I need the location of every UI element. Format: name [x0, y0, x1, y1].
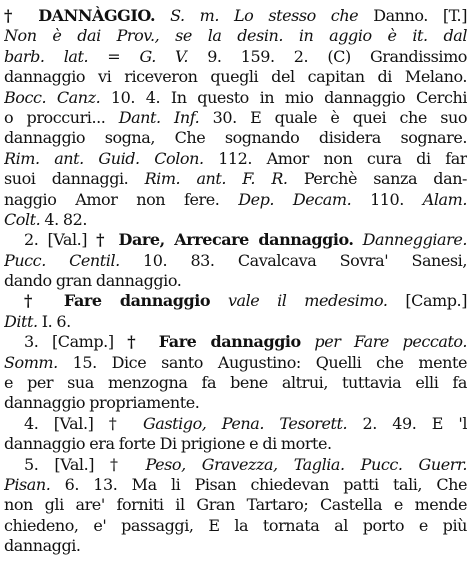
entry-text: e per sua menzogna fa bene altrui, tuttavia elli fa	[4, 373, 467, 393]
entry-line	[4, 6, 467, 26]
entry-text: 5. [Val.] †	[24, 454, 146, 474]
italic-text: Pucc. Centil.	[4, 250, 120, 270]
entry-line	[4, 414, 467, 434]
entry-line	[4, 434, 467, 454]
italic-text: vale il medesimo.	[210, 291, 388, 311]
entry-line	[4, 230, 467, 250]
entry-text: dannaggio propriamente.	[4, 393, 200, 413]
entry-text: dannaggio vi riceveron quegli del capitan di Melano.	[4, 67, 467, 87]
entry-line	[4, 271, 467, 291]
italic-text: Gastigo, Pena. Tesorett.	[142, 413, 348, 433]
entry-line	[4, 149, 467, 169]
entry-text: 6. 13. Ma li Pisan chiedevan patti tali, Che	[50, 474, 467, 494]
entry-line	[4, 373, 467, 393]
italic-text: Dep. Decam.	[238, 189, 352, 209]
entry-text: 4. [Val.] †	[24, 413, 143, 433]
entry-text: dannaggi.	[4, 536, 81, 556]
entry-text: dando gran dannaggio.	[4, 271, 182, 291]
entry-text: 10. 83. Cavalcava Sovra' Sanesi,	[119, 250, 467, 270]
headword-text: † Fare dannaggio	[24, 291, 211, 311]
entry-line	[4, 26, 467, 46]
entry-line	[4, 516, 467, 536]
entry-text: 3. [Camp.]	[24, 332, 128, 352]
entry-line	[4, 475, 467, 495]
entry-text: [Camp.]	[387, 291, 467, 311]
italic-text: Danneggiare.	[353, 230, 467, 250]
italic-text: Dant. Inf.	[118, 107, 200, 127]
headword-text: † Dare, Arrecare dannaggio.	[96, 230, 354, 250]
entry-text: 2. [Val.]	[24, 230, 97, 250]
italic-text: Pisan.	[4, 474, 51, 494]
entry-text: 110.	[351, 189, 423, 209]
entry-line	[4, 455, 467, 475]
entry-line	[4, 536, 467, 556]
entry-text: 15. Dice santo Augustino: Quelli che mente	[57, 352, 467, 372]
entry-line	[4, 332, 467, 352]
italic-text: Non è dai Prov., se la desin. in aggio è it. dal	[4, 26, 467, 46]
entry-line	[4, 291, 467, 311]
entry-text: 4. 82.	[40, 209, 87, 229]
entry-line	[4, 88, 467, 108]
headword-text: † DANNÀGGIO.	[4, 6, 156, 25]
entry-text: 2. 49. E 'l	[347, 413, 467, 433]
entry-text: naggio Amor non fere.	[4, 189, 239, 209]
entry-text: dannaggio era forte Di prigione e di morte.	[4, 434, 332, 454]
entry-line	[4, 353, 467, 373]
italic-text: barb. lat. = G. V.	[4, 46, 188, 66]
entry-line	[4, 495, 467, 515]
italic-text: per Fare peccato.	[300, 332, 467, 352]
italic-text: Bocc. Canz.	[4, 87, 101, 107]
italic-text: Somm.	[4, 352, 58, 372]
entry-text: Danno. [T.]	[373, 6, 467, 25]
italic-text: Rim. ant. Guid. Colon.	[4, 148, 204, 168]
entry-text: 112. Amor non cura di far	[203, 148, 467, 168]
entry-text: o proccuri...	[4, 107, 119, 127]
entry-text: non gli are' forniti il Gran Tartaro; Castella e mende	[4, 495, 467, 515]
italic-text: Peso, Gravezza, Taglia. Pucc. Guerr.	[145, 454, 467, 474]
italic-text: Rim. ant. F. R.	[144, 169, 288, 189]
entry-text: I. 6.	[37, 311, 71, 331]
entry-line	[4, 169, 467, 189]
entry-text: 9. 159. 2. (C) Grandissimo	[188, 46, 467, 66]
entry-line	[4, 47, 467, 67]
entry-line	[4, 251, 467, 271]
entry-line	[4, 67, 467, 87]
entry-text: 30. E quale è quei che suo	[199, 107, 467, 127]
entry-text: dannaggio sogna, Che sognando disidera sognare.	[4, 128, 467, 148]
entry-text: chiedeno, e' passaggi, E la tornata al porto e più	[4, 515, 467, 535]
italic-text: Alam.	[422, 189, 467, 209]
entry-line	[4, 108, 467, 128]
entry-line	[4, 393, 467, 413]
dictionary-entry	[4, 6, 467, 557]
italic-text: S. m. Lo stesso che	[155, 6, 374, 25]
entry-line	[4, 210, 467, 230]
entry-text: suoi dannaggi.	[4, 169, 145, 189]
entry-line	[4, 190, 467, 210]
headword-text: † Fare dannaggio	[127, 332, 301, 352]
italic-text: Colt.	[4, 209, 41, 229]
entry-text: 10. 4. In questo in mio dannaggio Cerchi	[100, 87, 467, 107]
italic-text: Ditt.	[4, 311, 38, 331]
entry-text: Perchè sanza dan-	[287, 169, 467, 189]
entry-line	[4, 128, 467, 148]
entry-line	[4, 312, 467, 332]
